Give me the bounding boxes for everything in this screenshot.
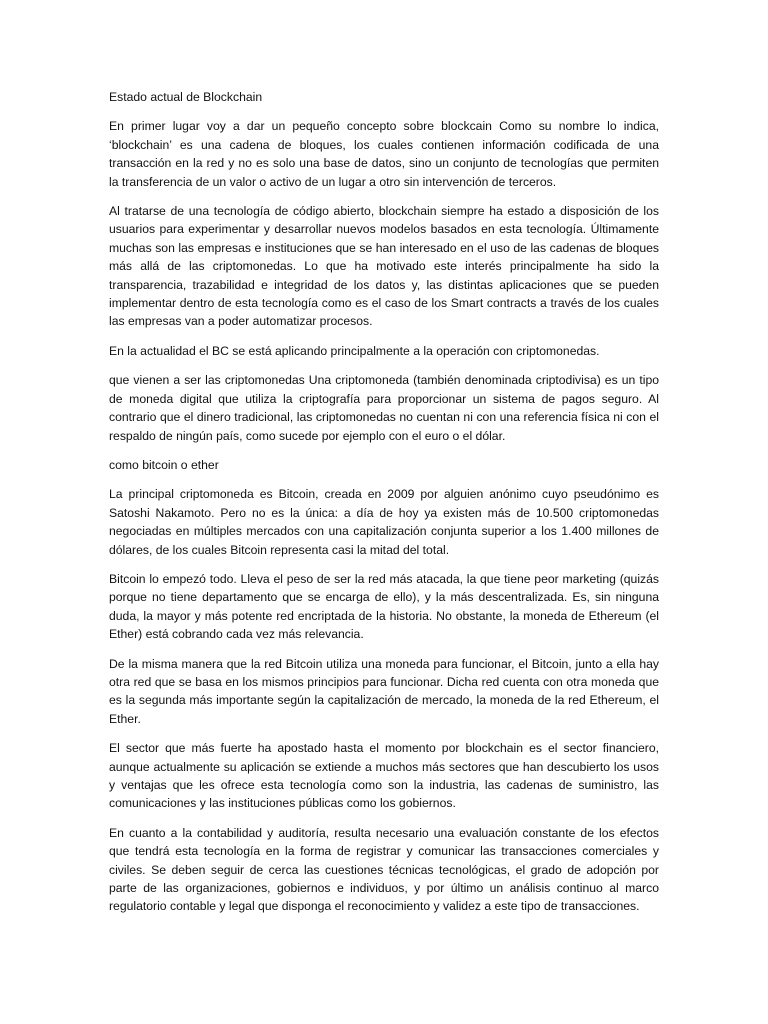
paragraph-ethereum: De la misma manera que la red Bitcoin utiliza una moneda para funcionar, el Bitcoin, junto a ella hay otra red que se basa en los mismos principios para funcionar. Dicha red cuenta con otra moneda que es la segunda más importante según la capitalización de mercado, la moneda de la red Ethereum, el Ether. — [109, 656, 659, 726]
paragraph-financial-sector: El sector que más fuerte ha apostado hasta el momento por blockchain es el sector financiero, aunque actualmente su aplicación se extiende a muchos más sectores que han descubierto los usos y ventajas que les ofrece esta tecnología como son la industria, las cadenas de suministro, las comunicaciones y las instituciones públicas como los gobiernos. — [109, 741, 659, 811]
paragraph-open-source: Al tratarse de una tecnología de código abierto, blockchain siempre ha estado a disposición de los usuarios para experimentar y desarrollar nuevos modelos basados en esta tecnología. Últimamente muchas son las empresas e instituciones que se han interesado en el uso de las cadenas de bloques más allá de las criptomonedas. Lo que ha motivado este interés principalmente ha sido la transparencia, trazabilidad e integridad de los datos y, las distintas aplicaciones que se pueden implementar dentro de esta tecnología como es el caso de los Smart contracts a través de los cuales las empresas van a poder automatizar procesos. — [109, 204, 659, 329]
paragraph-intro-concept: En primer lugar voy a dar un pequeño concepto sobre blockcain Como su nombre lo indica, ‘blockchain’ es una cadena de bloques, los cuales contienen información codificada de una transacción en la red y no es solo una base de datos, sino un conjunto de tecnologías que permiten la transferencia de un valor o activo de un lugar a otro sin intervención de terceros. — [109, 119, 659, 189]
paragraph-main-cryptocurrency: La principal criptomoneda es Bitcoin, creada en 2009 por alguien anónimo cuyo pseudónimo es Satoshi Nakamoto. Pero no es la única: a día de hoy ya existen más de 10.500 criptomonedas negociadas en múltiples mercados con una capitalización conjunta superior a los 1.400 millones de dólares, de los cuales Bitcoin representa casi la mitad del total. — [109, 487, 659, 557]
document-page — [109, 88, 659, 927]
paragraph-bitcoin-started: Bitcoin lo empezó todo. Lleva el peso de ser la red más atacada, la que tiene peor marketing (quizás porque no tiene departamento que se encarga de ello), y la más descentralizada. Es, sin ninguna duda, la mayor y más potente red encriptada de la historia. No obstante, la moneda de Ethereum (el Ether) está cobrando cada vez más relevancia. — [109, 571, 659, 642]
paragraph-accounting-audit: En cuanto a la contabilidad y auditoría, resulta necesario una evaluación constante de los efectos que tendrá esta tecnología en la forma de registrar y comunicar las transacciones comerciales y civiles. Se deben seguir de cerca las cuestiones técnicas tecnológicas, el grado de adopción por parte de las organizaciones, gobiernos e individuos, y por último un análisis continuo al marco regulatorio contable y legal que disponga el reconocimiento y validez a este tipo de transacciones. — [109, 825, 659, 914]
paragraph-current-use: En la actualidad el BC se está aplicando principalmente a la operación con criptomonedas. — [109, 343, 600, 358]
paragraph-cryptocurrency-definition: que vienen a ser las criptomonedas Una criptomoneda (también denominada criptodivisa) es un tipo de moneda digital que utiliza la criptografía para proporcionar un sistema de pagos seguro. Al contrario que el dinero tradicional, las criptomonedas no cuentan ni con una referencia física ni con el respaldo de ningún país, como sucede por ejemplo con el euro o el dólar. — [109, 373, 659, 443]
document-title: Estado actual de Blockchain — [109, 90, 263, 104]
paragraph-bitcoin-ether: como bitcoin o ether — [109, 457, 219, 472]
